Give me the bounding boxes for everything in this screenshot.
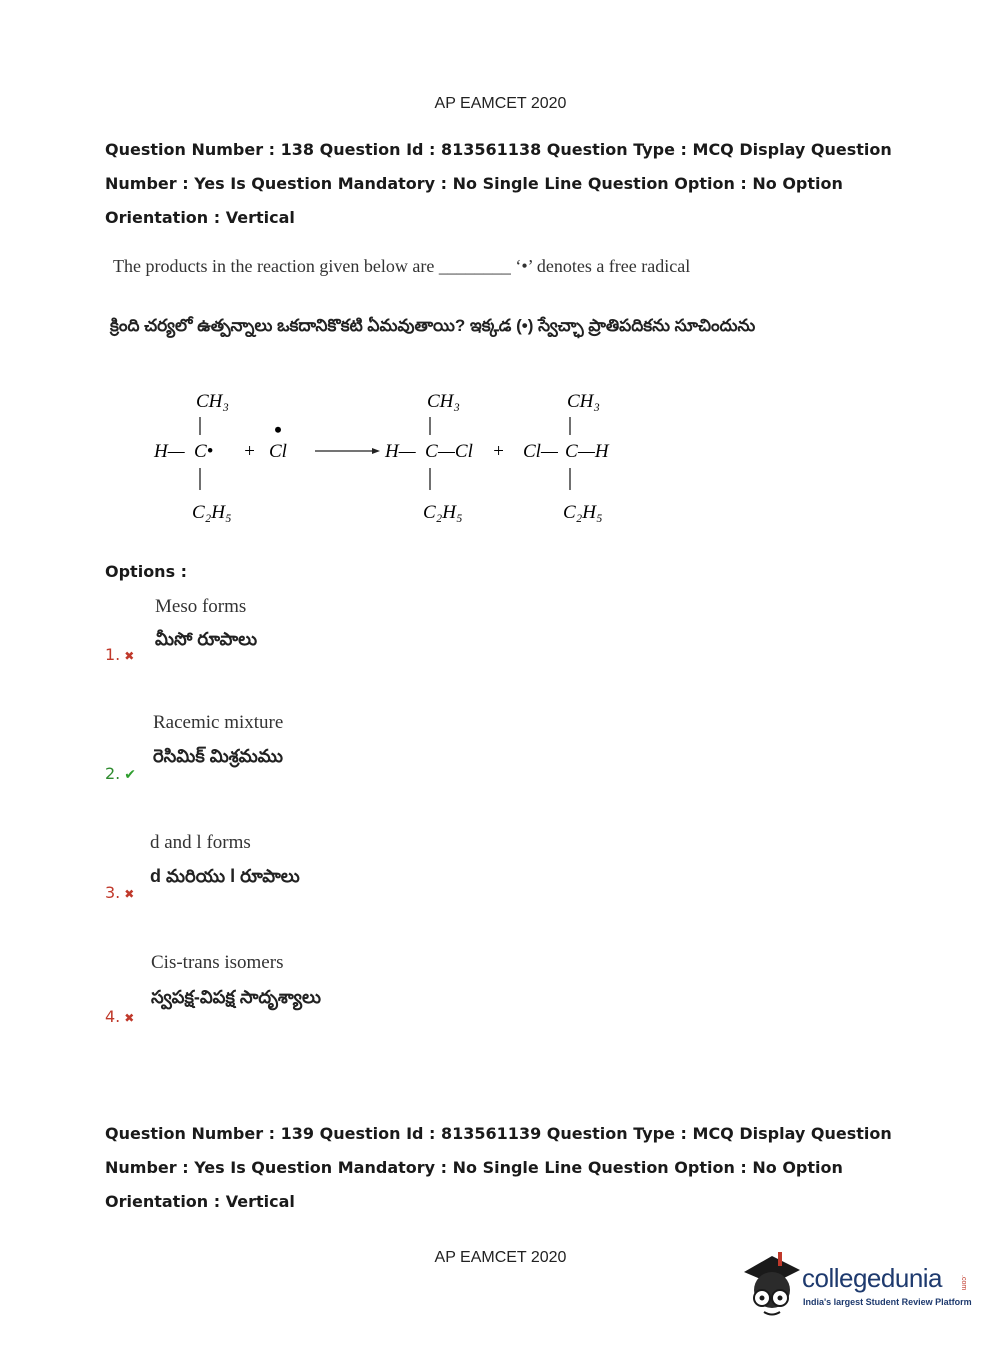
- option-number: 1.: [105, 645, 121, 664]
- product2-center-atom: C: [565, 441, 578, 462]
- wrong-icon: ✖: [124, 649, 135, 663]
- option-number: 3.: [105, 883, 121, 902]
- question-139-meta: [105, 1117, 905, 1219]
- product2-bottom-group: C₂H₅: [563, 502, 603, 523]
- meta-line: Question Number : 138 Question Id : 813561138 Question Type : MCQ Display Question: [105, 140, 892, 159]
- check-icon: ✔: [124, 766, 136, 782]
- radical-dot: •: [274, 417, 282, 442]
- product2-left-group: Cl—: [523, 441, 558, 462]
- meta-line: Number : Yes Is Question Mandatory : No Single Line Question Option : No Option: [105, 174, 843, 193]
- reactant1-left-group: H—: [154, 441, 185, 462]
- plus-sign: +: [492, 441, 505, 462]
- question-text-telugu: క్రింది చర్యలో ఉత్పన్నాలు ఒకదానికొకటి ఏమవుతాయి? ఇక్కడ (•) స్వేచ్ఛా ప్రాతిపదికను సూచిందును: [110, 316, 756, 335]
- product1-right-group: —Cl: [438, 441, 473, 462]
- reaction-arrow-head: [372, 448, 380, 454]
- option-4-text-english: Cis-trans isomers: [151, 952, 284, 973]
- product2-right-group: —H: [578, 441, 609, 462]
- wrong-icon: ✖: [124, 887, 135, 901]
- reaction-diagram: [140, 380, 640, 540]
- option-3-marker[interactable]: [105, 883, 134, 903]
- option-number: 2.: [105, 764, 121, 783]
- question-text-english: The products in the reaction given below are ________ ‘•’ denotes a free radical: [113, 256, 691, 276]
- options-label: Options :: [105, 562, 188, 581]
- option-2-text-english: Racemic mixture: [153, 712, 284, 733]
- option-1-text-telugu: మీసో రూపాలు: [155, 629, 258, 649]
- product1-left-group: H—: [385, 441, 416, 462]
- reactant1-bottom-group: C₂H₅: [192, 502, 232, 523]
- product2-top-group: CH₃: [567, 391, 600, 412]
- option-4-marker[interactable]: [105, 1007, 134, 1027]
- meta-line: Orientation : Vertical: [105, 1192, 295, 1211]
- wrong-icon: ✖: [124, 1011, 135, 1025]
- product1-top-group: CH₃: [427, 391, 460, 412]
- page-footer-title: AP EAMCET 2020: [434, 1249, 567, 1266]
- product1-center-atom: C: [425, 441, 438, 462]
- meta-line: Number : Yes Is Question Mandatory : No Single Line Question Option : No Option: [105, 1158, 843, 1177]
- option-3-text-telugu: d మరియు l రూపాలు: [150, 866, 300, 886]
- page-header-title: AP EAMCET 2020: [434, 95, 567, 112]
- chlorine-radical: Cl: [269, 441, 287, 462]
- brand-logo-suffix: .com: [960, 1275, 967, 1291]
- option-1-text-english: Meso forms: [155, 596, 247, 617]
- option-3-text-english: d and l forms: [150, 832, 251, 853]
- reactant1-top-group: CH₃: [196, 391, 229, 412]
- brand-logo-text: collegedunia: [802, 1263, 943, 1293]
- reactant1-center-atom: C•: [194, 441, 214, 462]
- product1-bottom-group: C₂H₅: [423, 502, 463, 523]
- mascot-logo-icon: [742, 1250, 802, 1318]
- meta-line: Orientation : Vertical: [105, 208, 295, 227]
- meta-line: Question Number : 139 Question Id : 813561139 Question Type : MCQ Display Question: [105, 1124, 892, 1143]
- brand-logo-tagline: India's largest Student Review Platform: [803, 1297, 972, 1307]
- option-1-marker[interactable]: [105, 645, 134, 665]
- option-4-text-telugu: స్వపక్ష-విపక్ష సాదృశ్యాలు: [151, 987, 321, 1007]
- option-2-marker[interactable]: [105, 764, 136, 784]
- question-138-meta: [105, 133, 905, 235]
- plus-sign: +: [243, 441, 256, 462]
- option-2-text-telugu: రెసిమిక్ మిశ్రమము: [153, 746, 284, 766]
- option-number: 4.: [105, 1007, 121, 1026]
